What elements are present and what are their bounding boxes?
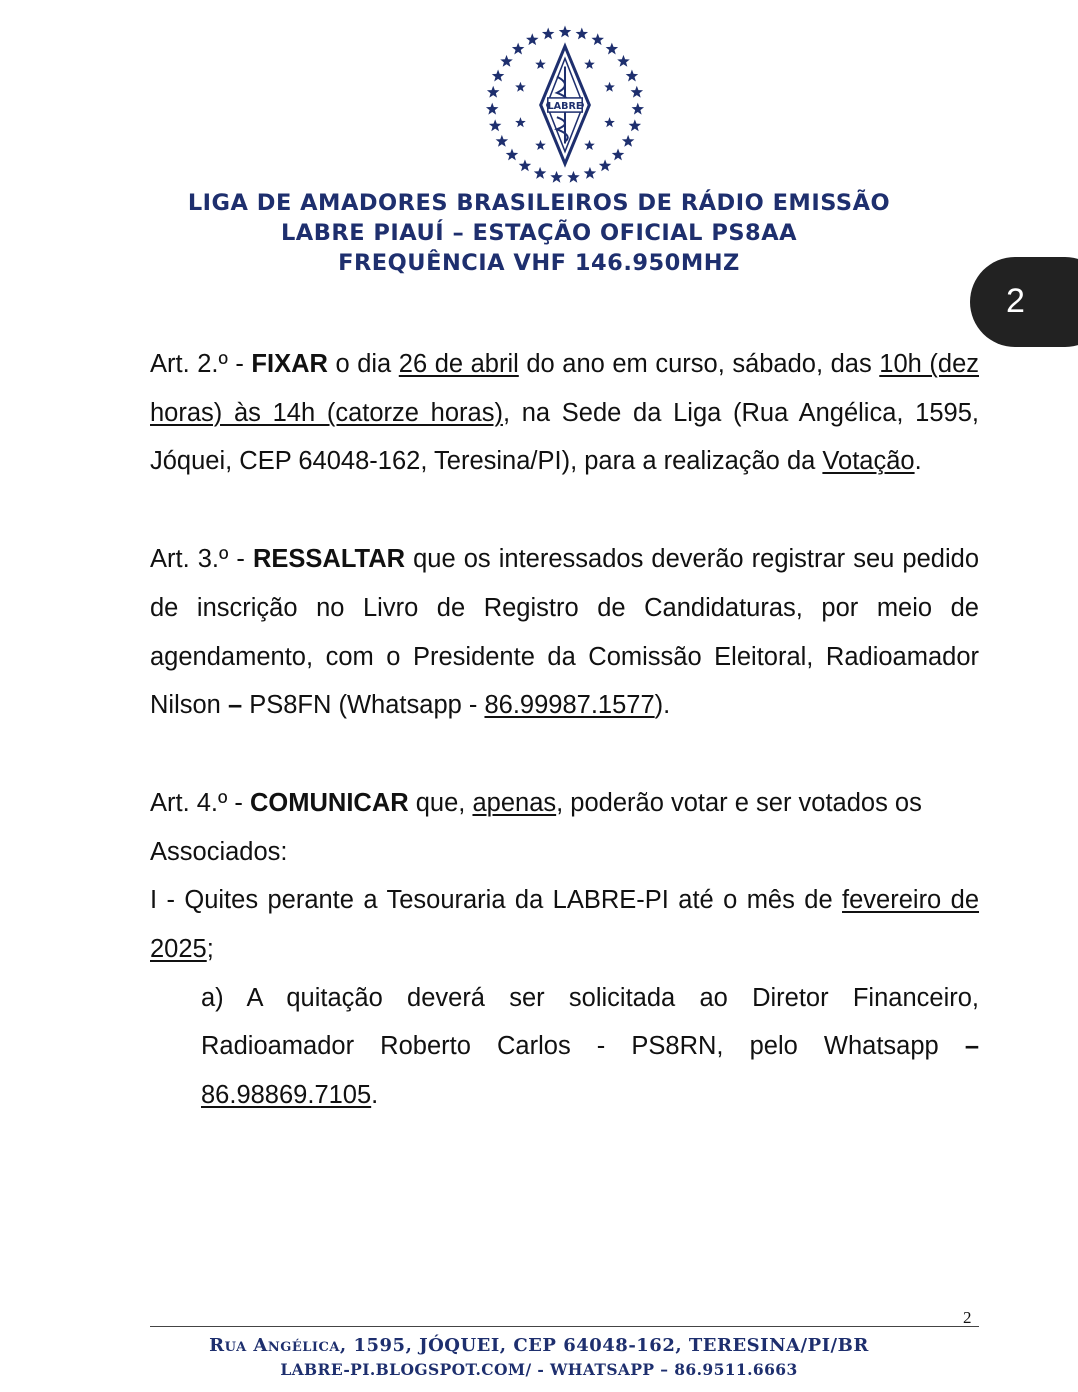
footer-contact: LABRE-PI.BLOGSPOT.COM/ - WHATSAPP – 86.9511.6663 <box>280 1360 798 1379</box>
star-icon <box>599 159 612 171</box>
article-4-item-1-text-1: I - Quites perante a Tesouraria da LABRE-PI até o mês de <box>150 886 843 915</box>
star-icon <box>604 82 615 92</box>
article-2-hours: 10h (dez horas) às 14h (catorze horas) <box>150 350 979 427</box>
article-4-item-1-date: fevereiro de 2025 <box>150 886 980 964</box>
star-icon <box>567 171 580 183</box>
article-4-text-2: , poderão votar e ser votados os Associados: <box>150 788 922 866</box>
article-4-text-1: que, <box>408 788 473 817</box>
article-4-item-1-text-2: ; <box>206 935 214 964</box>
article-4 <box>150 779 979 876</box>
star-icon <box>500 55 513 67</box>
labre-logo <box>484 24 646 186</box>
star-icon <box>506 148 519 160</box>
article-2-prefix: Art. 2.º - <box>150 350 252 378</box>
star-icon <box>487 86 500 98</box>
article-2-text-1: o dia <box>327 350 399 378</box>
article-3 <box>150 535 979 730</box>
star-icon <box>515 82 526 92</box>
article-4-item-a <box>150 974 979 1120</box>
star-icon <box>519 159 532 171</box>
article-4-prefix: Art. 4.º - <box>150 788 250 817</box>
article-4-item-1 <box>150 876 979 973</box>
page-number-badge-label: 2 <box>1006 282 1025 320</box>
star-icon <box>534 167 547 179</box>
star-icon <box>559 26 572 38</box>
star-icon <box>617 55 630 67</box>
star-icon <box>576 27 589 39</box>
article-3-verb: RESSALTAR <box>252 545 406 574</box>
article-2-date: 26 de abril <box>398 350 519 378</box>
letterhead <box>0 188 1078 278</box>
star-icon <box>604 117 615 127</box>
star-icon <box>631 86 644 98</box>
article-2-text-3: , na Sede da Liga (Rua Angélica, 1595, Jóquei, CEP 64048-162, Teresina/PI), para a realização da <box>150 398 979 476</box>
logo-text: LABRE <box>547 101 583 113</box>
page-number-badge <box>970 257 1078 347</box>
footer-divider <box>150 1326 979 1327</box>
article-2-event: Votação <box>822 447 915 476</box>
footer <box>0 1334 1078 1382</box>
article-4-verb: COMUNICAR <box>250 788 409 817</box>
star-icon <box>535 59 546 69</box>
article-3-text-2: PS8FN (Whatsapp - <box>242 691 485 720</box>
header-frequency: FREQUÊNCIA VHF 146.950MHZ <box>338 250 740 276</box>
article-4-only: apenas <box>472 788 557 817</box>
article-3-prefix: Art. 3.º - <box>150 545 253 574</box>
star-icon <box>492 70 505 82</box>
star-icon <box>550 171 563 183</box>
article-4-item-a-phone: 86.98869.7105 <box>201 1081 372 1110</box>
header-org-name: LIGA DE AMADORES BRASILEIROS DE RÁDIO EMISSÃO <box>187 190 891 216</box>
star-icon <box>632 103 645 115</box>
star-icon <box>591 33 604 45</box>
article-2-text-4: . <box>914 447 922 476</box>
article-4-item-a-text-1: a) A quitação deverá ser solicitada ao Diretor Financeiro, Radioamador Roberto Carlos - PS8RN, pelo Whatsapp <box>201 983 979 1061</box>
star-icon <box>584 59 595 69</box>
star-icon <box>512 43 525 55</box>
star-icon <box>606 43 619 55</box>
star-icon <box>612 148 625 160</box>
article-3-text-1: que os interessados deverão registrar seu pedido de inscrição no Livro de Registro de Candidaturas, por meio de agendamento, com o Presidente da Comissão Eleitoral, Radioamador Nilson <box>150 545 980 720</box>
star-icon <box>535 140 546 150</box>
article-2 <box>150 340 979 486</box>
star-icon <box>486 103 499 115</box>
article-3-text-3: ). <box>654 691 671 720</box>
footer-address: Rua Angélica, 1595, JÓQUEI, CEP 64048-162, TERESINA/PI/BR <box>209 1335 869 1356</box>
paragraph-gap <box>150 486 979 535</box>
star-icon <box>626 70 639 82</box>
star-icon <box>584 167 597 179</box>
star-icon <box>515 117 526 127</box>
header-station: LABRE PIAUÍ – ESTAÇÃO OFICIAL PS8AA <box>280 220 798 246</box>
article-2-verb: FIXAR <box>251 350 328 378</box>
star-icon <box>526 33 539 45</box>
article-4-item-a-dash: – <box>964 1032 979 1061</box>
footer-page-number: 2 <box>963 1308 972 1327</box>
article-3-phone: 86.99987.1577 <box>484 691 655 720</box>
star-icon <box>622 135 635 147</box>
article-2-text-2: do ano em curso, sábado, das <box>518 350 880 378</box>
star-icon <box>542 27 555 39</box>
star-icon <box>496 135 509 147</box>
star-icon <box>584 140 595 150</box>
star-icon <box>489 119 502 131</box>
star-icon <box>629 119 642 131</box>
document-body <box>150 340 979 1120</box>
paragraph-gap <box>150 730 979 779</box>
article-3-dash: – <box>227 691 243 720</box>
article-4-item-a-text-2: . <box>371 1081 379 1110</box>
